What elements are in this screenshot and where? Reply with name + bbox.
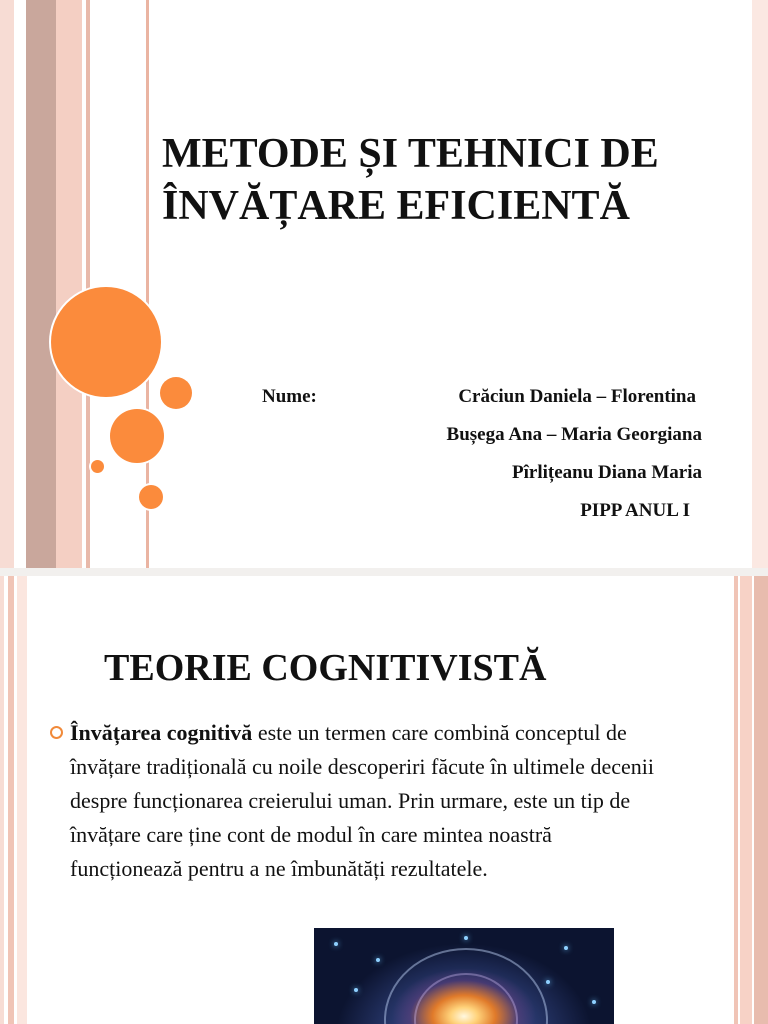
decor-circle-large	[51, 287, 161, 397]
slide-divider	[0, 568, 768, 576]
decor-stripe	[752, 0, 768, 576]
author-name: Pîrlițeanu Diana Maria	[512, 462, 702, 483]
paragraph-text: este un termen care combină conceptul de învățare tradițională cu noile descoperiri făcute în ultimele decenii despre funcționarea creierului uman. Prin urmare, este un tip de învățare care ține cont de modul în care mintea noastră funcționează pentru a ne îmbunătăți rezultatele.	[70, 720, 654, 881]
author-name: Bușega Ana – Maria Georgiana	[446, 424, 702, 445]
bold-term: Învățarea cognitivă	[70, 720, 253, 745]
decor-circle	[110, 409, 164, 463]
title-line-1: METODE ȘI TEHNICI DE	[162, 131, 659, 177]
decor-circle-small	[91, 460, 104, 473]
author-row	[262, 454, 702, 492]
neuron-dot	[546, 980, 550, 984]
content-slide	[0, 576, 768, 1024]
decor-stripe	[17, 576, 27, 1024]
decor-stripe	[26, 0, 56, 576]
author-row	[262, 416, 702, 454]
slide-title	[162, 128, 742, 232]
neuron-dot	[464, 936, 468, 940]
program-row	[262, 492, 702, 530]
decor-stripe	[56, 0, 82, 576]
neuron-dot	[354, 988, 358, 992]
neuron-dot	[376, 958, 380, 962]
name-label: Nume:	[262, 386, 317, 407]
decor-circle	[139, 485, 163, 509]
bullet-circle-icon	[50, 726, 63, 739]
paragraph	[70, 716, 660, 886]
neuron-dot	[592, 1000, 596, 1004]
program-year: PIPP ANUL I	[580, 500, 690, 521]
neuron-dot	[564, 946, 568, 950]
decor-stripe	[86, 0, 90, 576]
title-line-2: ÎNVĂȚARE EFICIENTĂ	[162, 183, 630, 229]
author-name: Crăciun Daniela – Florentina	[458, 386, 696, 407]
neuron-dot	[334, 942, 338, 946]
decor-stripe	[740, 576, 752, 1024]
decor-circle	[160, 377, 192, 409]
author-row	[262, 378, 702, 416]
decor-stripe	[0, 576, 4, 1024]
brain-image	[314, 928, 614, 1024]
decor-stripe	[8, 576, 14, 1024]
decor-stripe	[734, 576, 738, 1024]
decor-stripe	[0, 0, 14, 576]
decor-stripe	[754, 576, 768, 1024]
slide-title: TEORIE COGNITIVISTĂ	[104, 647, 547, 689]
authors-block	[262, 378, 702, 530]
